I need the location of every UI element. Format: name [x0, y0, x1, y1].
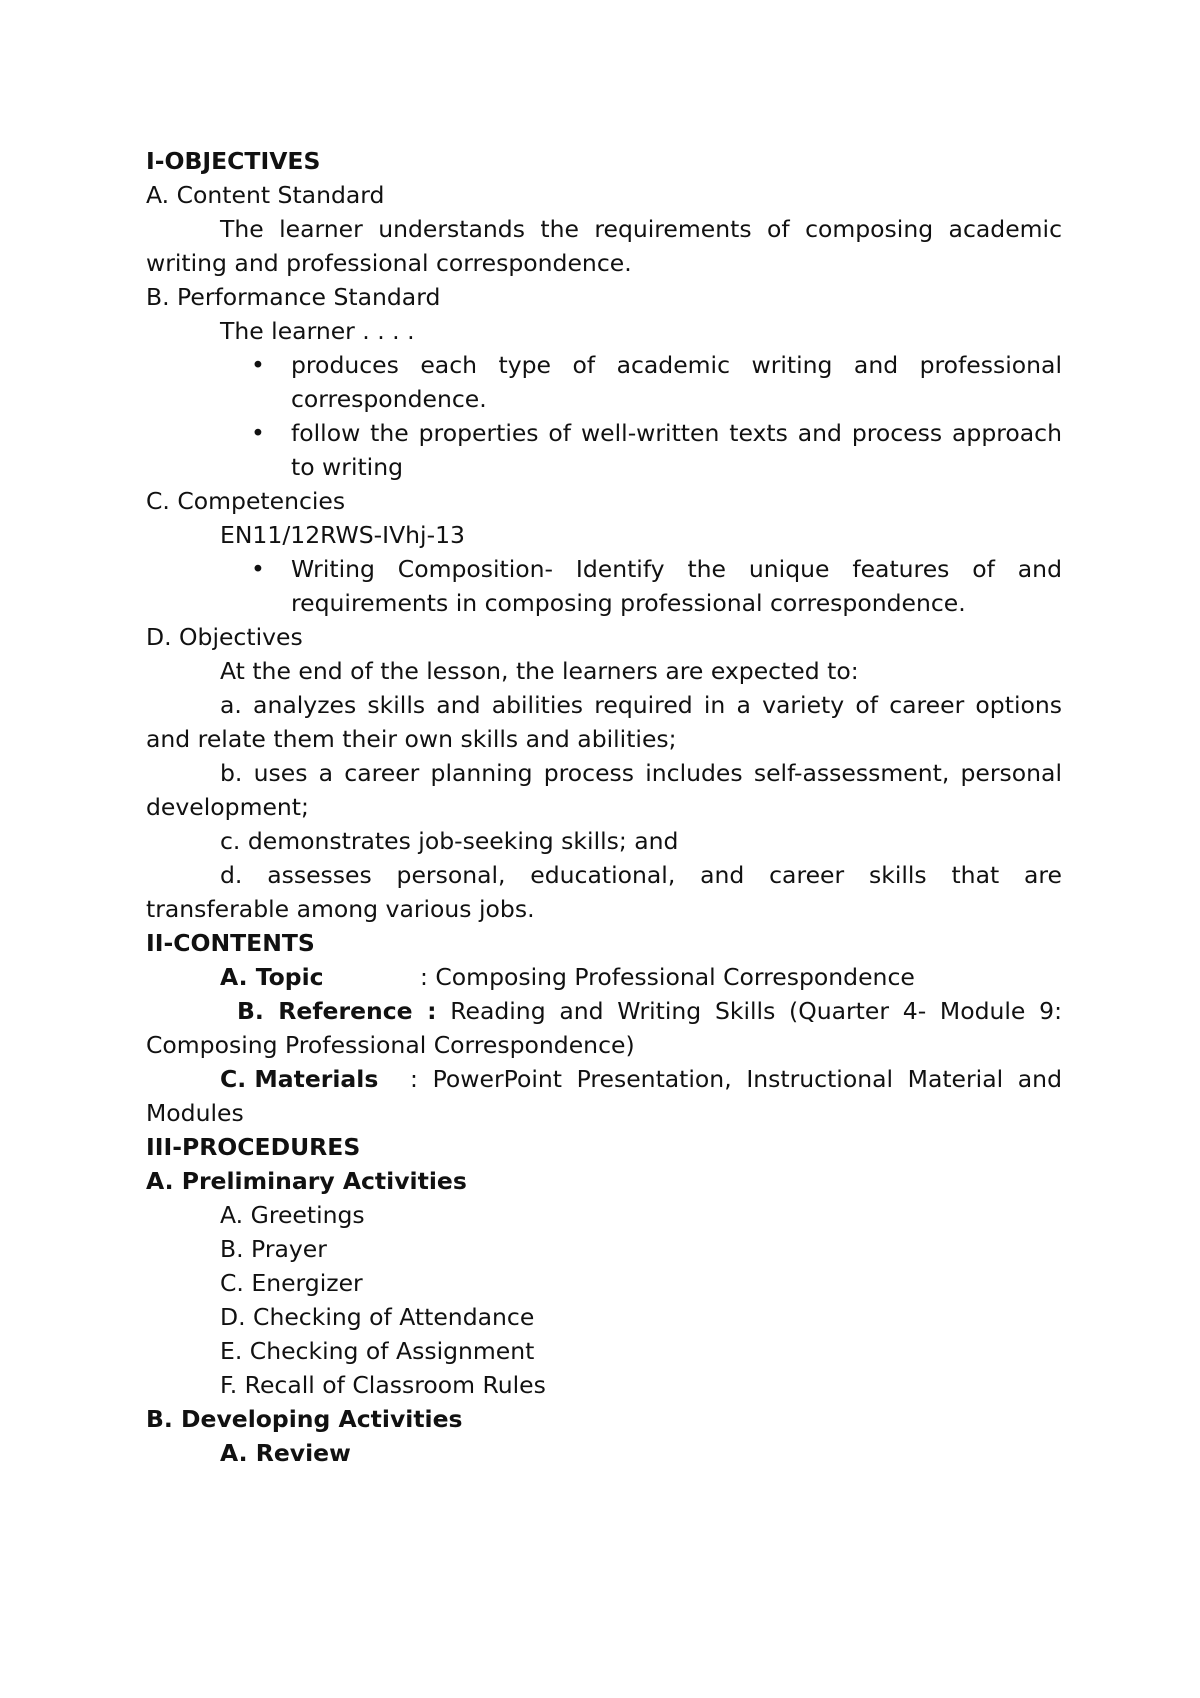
developing-activities-label: B. Developing Activities: [146, 1405, 463, 1433]
competencies-label: C. Competencies: [146, 487, 346, 515]
bullet-icon: •: [251, 351, 265, 379]
materials-value: : PowerPoint Presentation, Instructional Material and Modules: [146, 1065, 1062, 1127]
bullet-icon: •: [251, 419, 265, 447]
preliminary-item: C. Energizer: [220, 1269, 363, 1297]
preliminary-item: E. Checking of Assignment: [220, 1337, 535, 1365]
objective-item: d. assesses personal, educational, and career skills that are transferable among various jobs.: [146, 861, 1062, 923]
competency-code: EN11/12RWS-IVhj-13: [220, 521, 465, 549]
performance-bullet-text: follow the properties of well-written texts and process approach to writing: [291, 419, 1062, 481]
objectives-intro: At the end of the lesson, the learners are expected to:: [220, 657, 859, 685]
developing-item: A. Review: [220, 1439, 351, 1467]
topic-value: : Composing Professional Correspondence: [420, 963, 915, 991]
performance-standard-label: B. Performance Standard: [146, 283, 441, 311]
objectives-heading: I-OBJECTIVES: [146, 147, 321, 175]
contents-heading: II-CONTENTS: [146, 929, 315, 957]
objective-item: b. uses a career planning process includes self-assessment, personal development;: [146, 759, 1062, 821]
lesson-plan-body: [146, 144, 1062, 1470]
list-item: [146, 348, 1062, 416]
reference-row: [146, 994, 1062, 1062]
materials-label: C. Materials: [220, 1065, 379, 1093]
objective-item: c. demonstrates job-seeking skills; and: [220, 827, 679, 855]
list-item: [146, 416, 1062, 484]
topic-label: A. Topic: [220, 963, 324, 991]
topic-row: [146, 960, 1062, 994]
preliminary-item: D. Checking of Attendance: [220, 1303, 535, 1331]
performance-bullet-text: produces each type of academic writing and professional correspondence.: [291, 351, 1062, 413]
reference-label: B. Reference :: [237, 997, 437, 1025]
preliminary-item: A. Greetings: [220, 1201, 365, 1229]
list-item: [146, 552, 1062, 620]
performance-standard-intro: The learner . . . .: [220, 317, 415, 345]
bullet-icon: •: [251, 555, 265, 583]
procedures-heading: III-PROCEDURES: [146, 1133, 361, 1161]
materials-row: [146, 1062, 1062, 1130]
preliminary-activities-label: A. Preliminary Activities: [146, 1167, 467, 1195]
objectives-label: D. Objectives: [146, 623, 303, 651]
preliminary-item: F. Recall of Classroom Rules: [220, 1371, 546, 1399]
preliminary-item: B. Prayer: [220, 1235, 327, 1263]
reference-value: Reading and Writing Skills (Quarter 4- Module 9: Composing Professional Correspondence): [146, 997, 1062, 1059]
competency-bullet-text: Writing Composition- Identify the unique features of and requirements in composing professional correspondence.: [291, 555, 1062, 617]
content-standard-label: A. Content Standard: [146, 181, 385, 209]
content-standard-text: The learner understands the requirements of composing academic writing and professional correspondence.: [146, 215, 1062, 277]
objective-item: a. analyzes skills and abilities required in a variety of career options and relate them their own skills and abilities;: [146, 691, 1062, 753]
